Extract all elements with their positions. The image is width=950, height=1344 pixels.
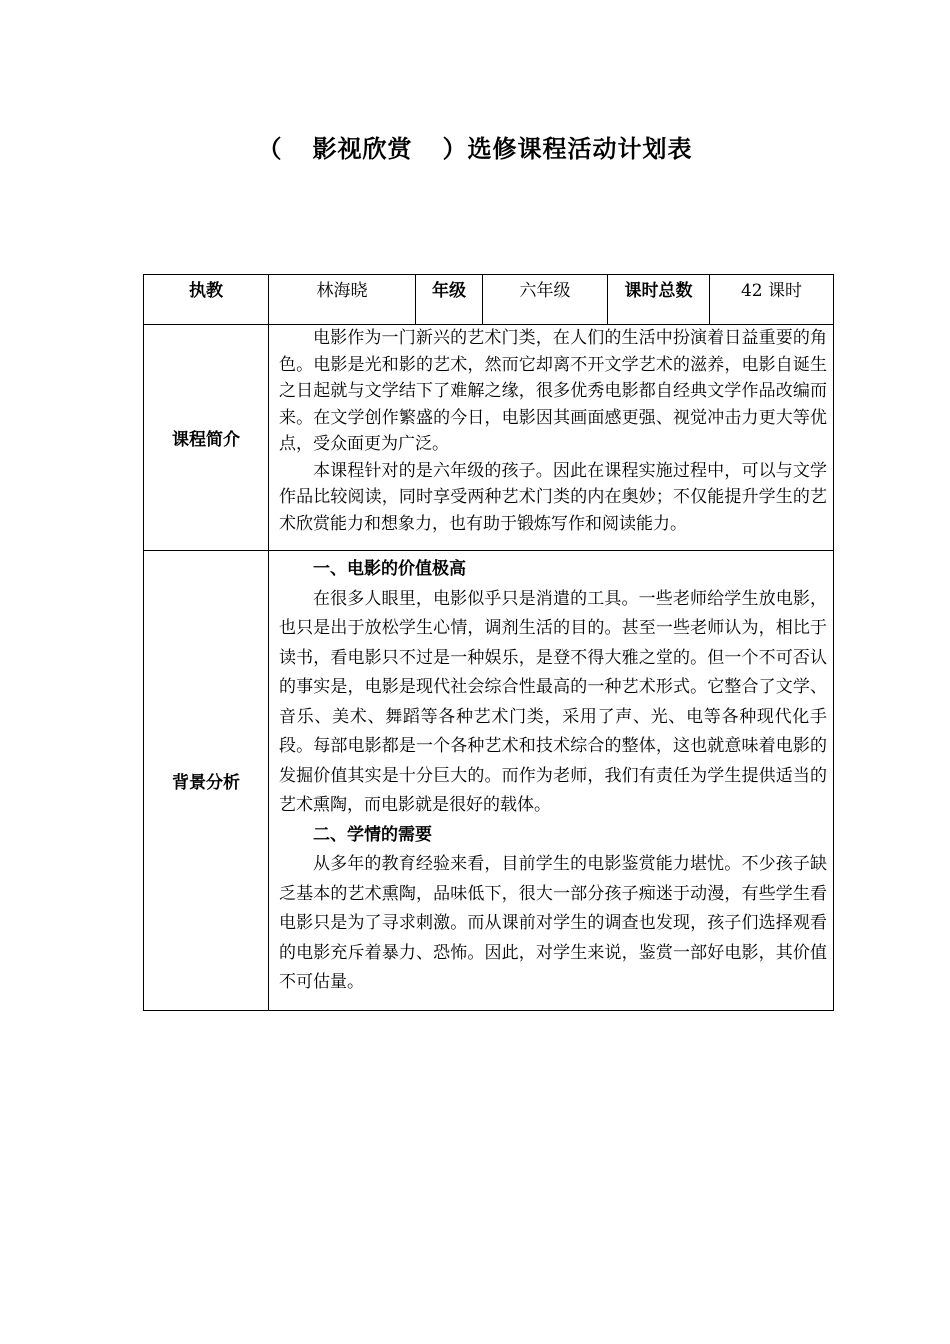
grade-value: 六年级 (483, 275, 608, 325)
teacher-value: 林海晓 (269, 275, 416, 325)
background-label: 背景分析 (144, 551, 269, 1011)
grade-label: 年级 (416, 275, 483, 325)
course-plan-table (143, 274, 834, 1011)
background-section2-title: 二、学情的需要 (313, 824, 432, 845)
background-section1-text: 在很多人眼里，电影似乎只是消遣的工具。一些老师给学生放电影，也只是出于放松学生心情，调剂生活的目的。甚至一些老师认为，相比于读书，看电影只不过是一种娱乐，是登不得大雅之堂的。但一个不可否认的事实是，电影是现代社会综合性最高的一种艺术形式。它整合了文学、音乐、美术、舞蹈等各种艺术门类，采用了声、光、电等各种现代化手段。每部电影都是一个各种艺术和技术综合的整体，这也就意味着电影的发掘价值其实是十分巨大的。而作为老师，我们有责任为学生提供适当的艺术熏陶，而电影就是很好的载体。 (279, 588, 827, 815)
background-content (269, 551, 834, 1011)
intro-content (269, 325, 834, 551)
title-course-name: 影视欣赏 (312, 135, 413, 163)
title-paren-open: （ (257, 135, 283, 163)
teacher-label: 执教 (144, 275, 269, 325)
hours-value: 42 课时 (710, 275, 834, 325)
intro-paragraph-2: 本课程针对的是六年级的孩子。因此在课程实施过程中，可以与文学作品比较阅读，同时享受两种艺术门类的内在奥妙；不仅能提升学生的艺术欣赏能力和想象力，也有助于锻炼写作和阅读能力。 (279, 460, 827, 534)
page-title (0, 133, 950, 165)
background-row (144, 551, 834, 1011)
title-rest: 选修课程活动计划表 (467, 135, 693, 163)
background-section2-text: 从多年的教育经验来看，目前学生的电影鉴赏能力堪忧。不少孩子缺乏基本的艺术熏陶，品味低下，很大一部分孩子痴迷于动漫，有些学生看电影只是为了寻求刺激。而从课前对学生的调查也发现，孩子们选择观看的电影充斥着暴力、恐怖。因此，对学生来说，鉴赏一部好电影，其价值不可估量。 (279, 854, 827, 992)
background-section1-title: 一、电影的价值极高 (313, 559, 466, 579)
header-row (144, 275, 834, 325)
intro-label: 课程简介 (144, 325, 269, 551)
title-paren-close: ） (442, 135, 468, 163)
hours-label: 课时总数 (608, 275, 710, 325)
intro-paragraph-1: 电影作为一门新兴的艺术门类，在人们的生活中扮演着日益重要的角色。电影是光和影的艺术，然而它却离不开文学艺术的滋养，电影自诞生之日起就与文学结下了难解之缘，很多优秀电影都自经典文学作品改编而来。在文学创作繁盛的今日，电影因其画面感更强、视觉冲击力更大等优点，受众面更为广泛。 (279, 328, 827, 454)
intro-row (144, 325, 834, 551)
